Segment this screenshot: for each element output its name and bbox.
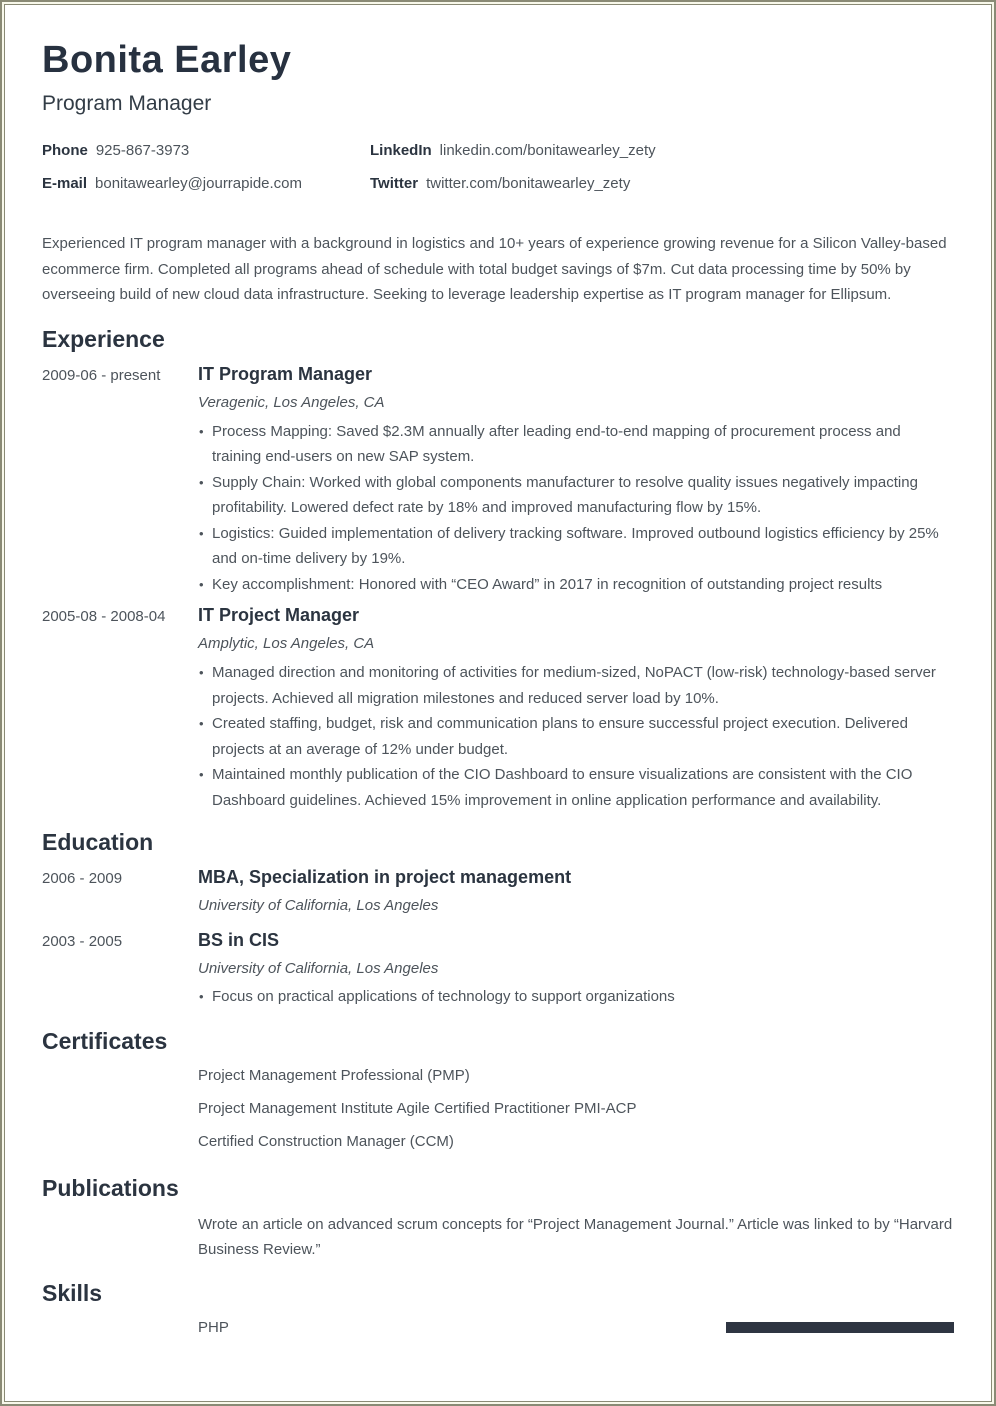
experience-job-title: IT Program Manager bbox=[198, 363, 373, 384]
education-date: 2003 - 2005 bbox=[42, 933, 123, 950]
person-name: Bonita Earley bbox=[42, 39, 292, 81]
certificates-list bbox=[42, 1067, 954, 1151]
experience-date: 2005-08 - 2008-04 bbox=[42, 608, 166, 625]
twitter-value: twitter.com/bonitawearley_zety bbox=[426, 175, 631, 192]
education-school: University of California, Los Angeles bbox=[198, 960, 439, 977]
contact-linkedin bbox=[370, 141, 954, 160]
experience-heading: Experience bbox=[42, 325, 165, 352]
phone-value: 925-867-3973 bbox=[95, 142, 190, 159]
skill-name: PHP bbox=[198, 1318, 229, 1336]
certificate-item bbox=[42, 1100, 954, 1118]
phone-label: Phone bbox=[42, 142, 88, 159]
experience-list bbox=[42, 364, 954, 814]
education-entry bbox=[42, 867, 954, 915]
experience-company: Veragenic, Los Angeles, CA bbox=[198, 393, 385, 411]
publications-heading: Publications bbox=[42, 1174, 179, 1201]
skill-date-spacer bbox=[42, 1318, 198, 1337]
certificate-text: Certified Construction Manager (CCM) bbox=[198, 1132, 454, 1150]
skills-list bbox=[42, 1318, 954, 1337]
certificates-heading: Certificates bbox=[42, 1027, 168, 1054]
education-entry-body bbox=[198, 930, 954, 1010]
contact-twitter bbox=[370, 174, 954, 193]
skill-level-bar bbox=[726, 1322, 954, 1333]
publication-item bbox=[42, 1212, 954, 1263]
experience-bullet: • Key accomplishment: Honored with “CEO Award” in 2017 in recognition of outstanding project results bbox=[198, 572, 954, 598]
education-list bbox=[42, 867, 954, 1010]
certificate-date-spacer bbox=[42, 1133, 198, 1151]
experience-bullet: • Managed direction and monitoring of activities for medium-sized, NoPACT (low-risk) technology-based server projects. Achieved all migration milestones and reduced server load by 10%. bbox=[198, 660, 954, 711]
experience-bullet-list bbox=[198, 419, 954, 598]
education-bullet-list bbox=[198, 984, 954, 1010]
experience-bullet: • Logistics: Guided implementation of delivery tracking software. Improved outbound logistics efficiency by 25% and on-time delivery by 19%. bbox=[198, 521, 954, 572]
education-bullet: • Focus on practical applications of technology to support organizations bbox=[198, 984, 954, 1010]
contact-block bbox=[42, 141, 954, 193]
education-entry-body bbox=[198, 867, 954, 915]
education-degree: MBA, Specialization in project management bbox=[198, 867, 572, 887]
certificate-text: Project Management Institute Agile Certified Practitioner PMI-ACP bbox=[198, 1099, 637, 1117]
experience-entry-body bbox=[198, 605, 954, 813]
experience-company: Amplytic, Los Angeles, CA bbox=[198, 635, 375, 652]
twitter-label: Twitter bbox=[370, 175, 419, 192]
publication-date-spacer bbox=[42, 1212, 198, 1263]
publication-text: Wrote an article on advanced scrum concepts for “Project Management Journal.” Article was linked to by “Harvard Business Review.” bbox=[198, 1215, 953, 1258]
education-entry bbox=[42, 930, 954, 1010]
professional-summary: Experienced IT program manager with a background in logistics and 10+ years of experience growing revenue for a Silicon Valley-based ecommerce firm. Completed all programs ahead of schedule with total budget savings of $7m. Cut data processing time by 50% by overseeing build of new cloud data infrastructure. Seeking to leverage leadership expertise as IT program manager for Ellipsum. bbox=[42, 235, 947, 303]
certificate-item bbox=[42, 1067, 954, 1085]
certificate-date-spacer bbox=[42, 1067, 198, 1085]
email-label: E-mail bbox=[42, 175, 88, 192]
skills-heading: Skills bbox=[42, 1279, 103, 1306]
contact-email bbox=[42, 174, 370, 193]
skill-inner bbox=[198, 1318, 954, 1337]
experience-bullet: • Process Mapping: Saved $2.3M annually after leading end-to-end mapping of procurement process and training end-users on new SAP system. bbox=[198, 419, 954, 470]
experience-entry bbox=[42, 364, 954, 598]
experience-date: 2009-06 - present bbox=[42, 366, 161, 384]
linkedin-value: linkedin.com/bonitawearley_zety bbox=[439, 142, 656, 159]
education-heading: Education bbox=[42, 829, 154, 855]
skill-item bbox=[42, 1318, 954, 1337]
education-degree: BS in CIS bbox=[198, 930, 280, 950]
experience-job-title: IT Project Manager bbox=[198, 605, 360, 625]
experience-bullet: • Supply Chain: Worked with global components manufacturer to resolve quality issues negatively impacting profitability. Lowered defect rate by 18% and improved manufacturing flow by 15%. bbox=[198, 470, 954, 521]
experience-bullet: • Maintained monthly publication of the CIO Dashboard to ensure visualizations are consistent with the CIO Dashboard guidelines. Achieved 15% improvement in online application performance and availability. bbox=[198, 762, 954, 813]
email-value: bonitawearley@jourrapide.com bbox=[95, 175, 303, 192]
experience-entry bbox=[42, 605, 954, 813]
person-job-title: Program Manager bbox=[42, 92, 212, 115]
experience-bullet: • Created staffing, budget, risk and communication plans to ensure successful project execution. Delivered projects at an average of 12% under budget. bbox=[198, 711, 954, 762]
linkedin-label: LinkedIn bbox=[370, 142, 432, 159]
certificate-date-spacer bbox=[42, 1100, 198, 1118]
certificate-text: Project Management Professional (PMP) bbox=[198, 1066, 470, 1084]
contact-phone bbox=[42, 141, 370, 160]
experience-bullet-list bbox=[198, 660, 954, 813]
certificate-item bbox=[42, 1133, 954, 1151]
experience-entry-body bbox=[198, 364, 954, 598]
education-date: 2006 - 2009 bbox=[42, 870, 123, 887]
education-school: University of California, Los Angeles bbox=[198, 897, 439, 914]
resume-header bbox=[42, 38, 954, 193]
